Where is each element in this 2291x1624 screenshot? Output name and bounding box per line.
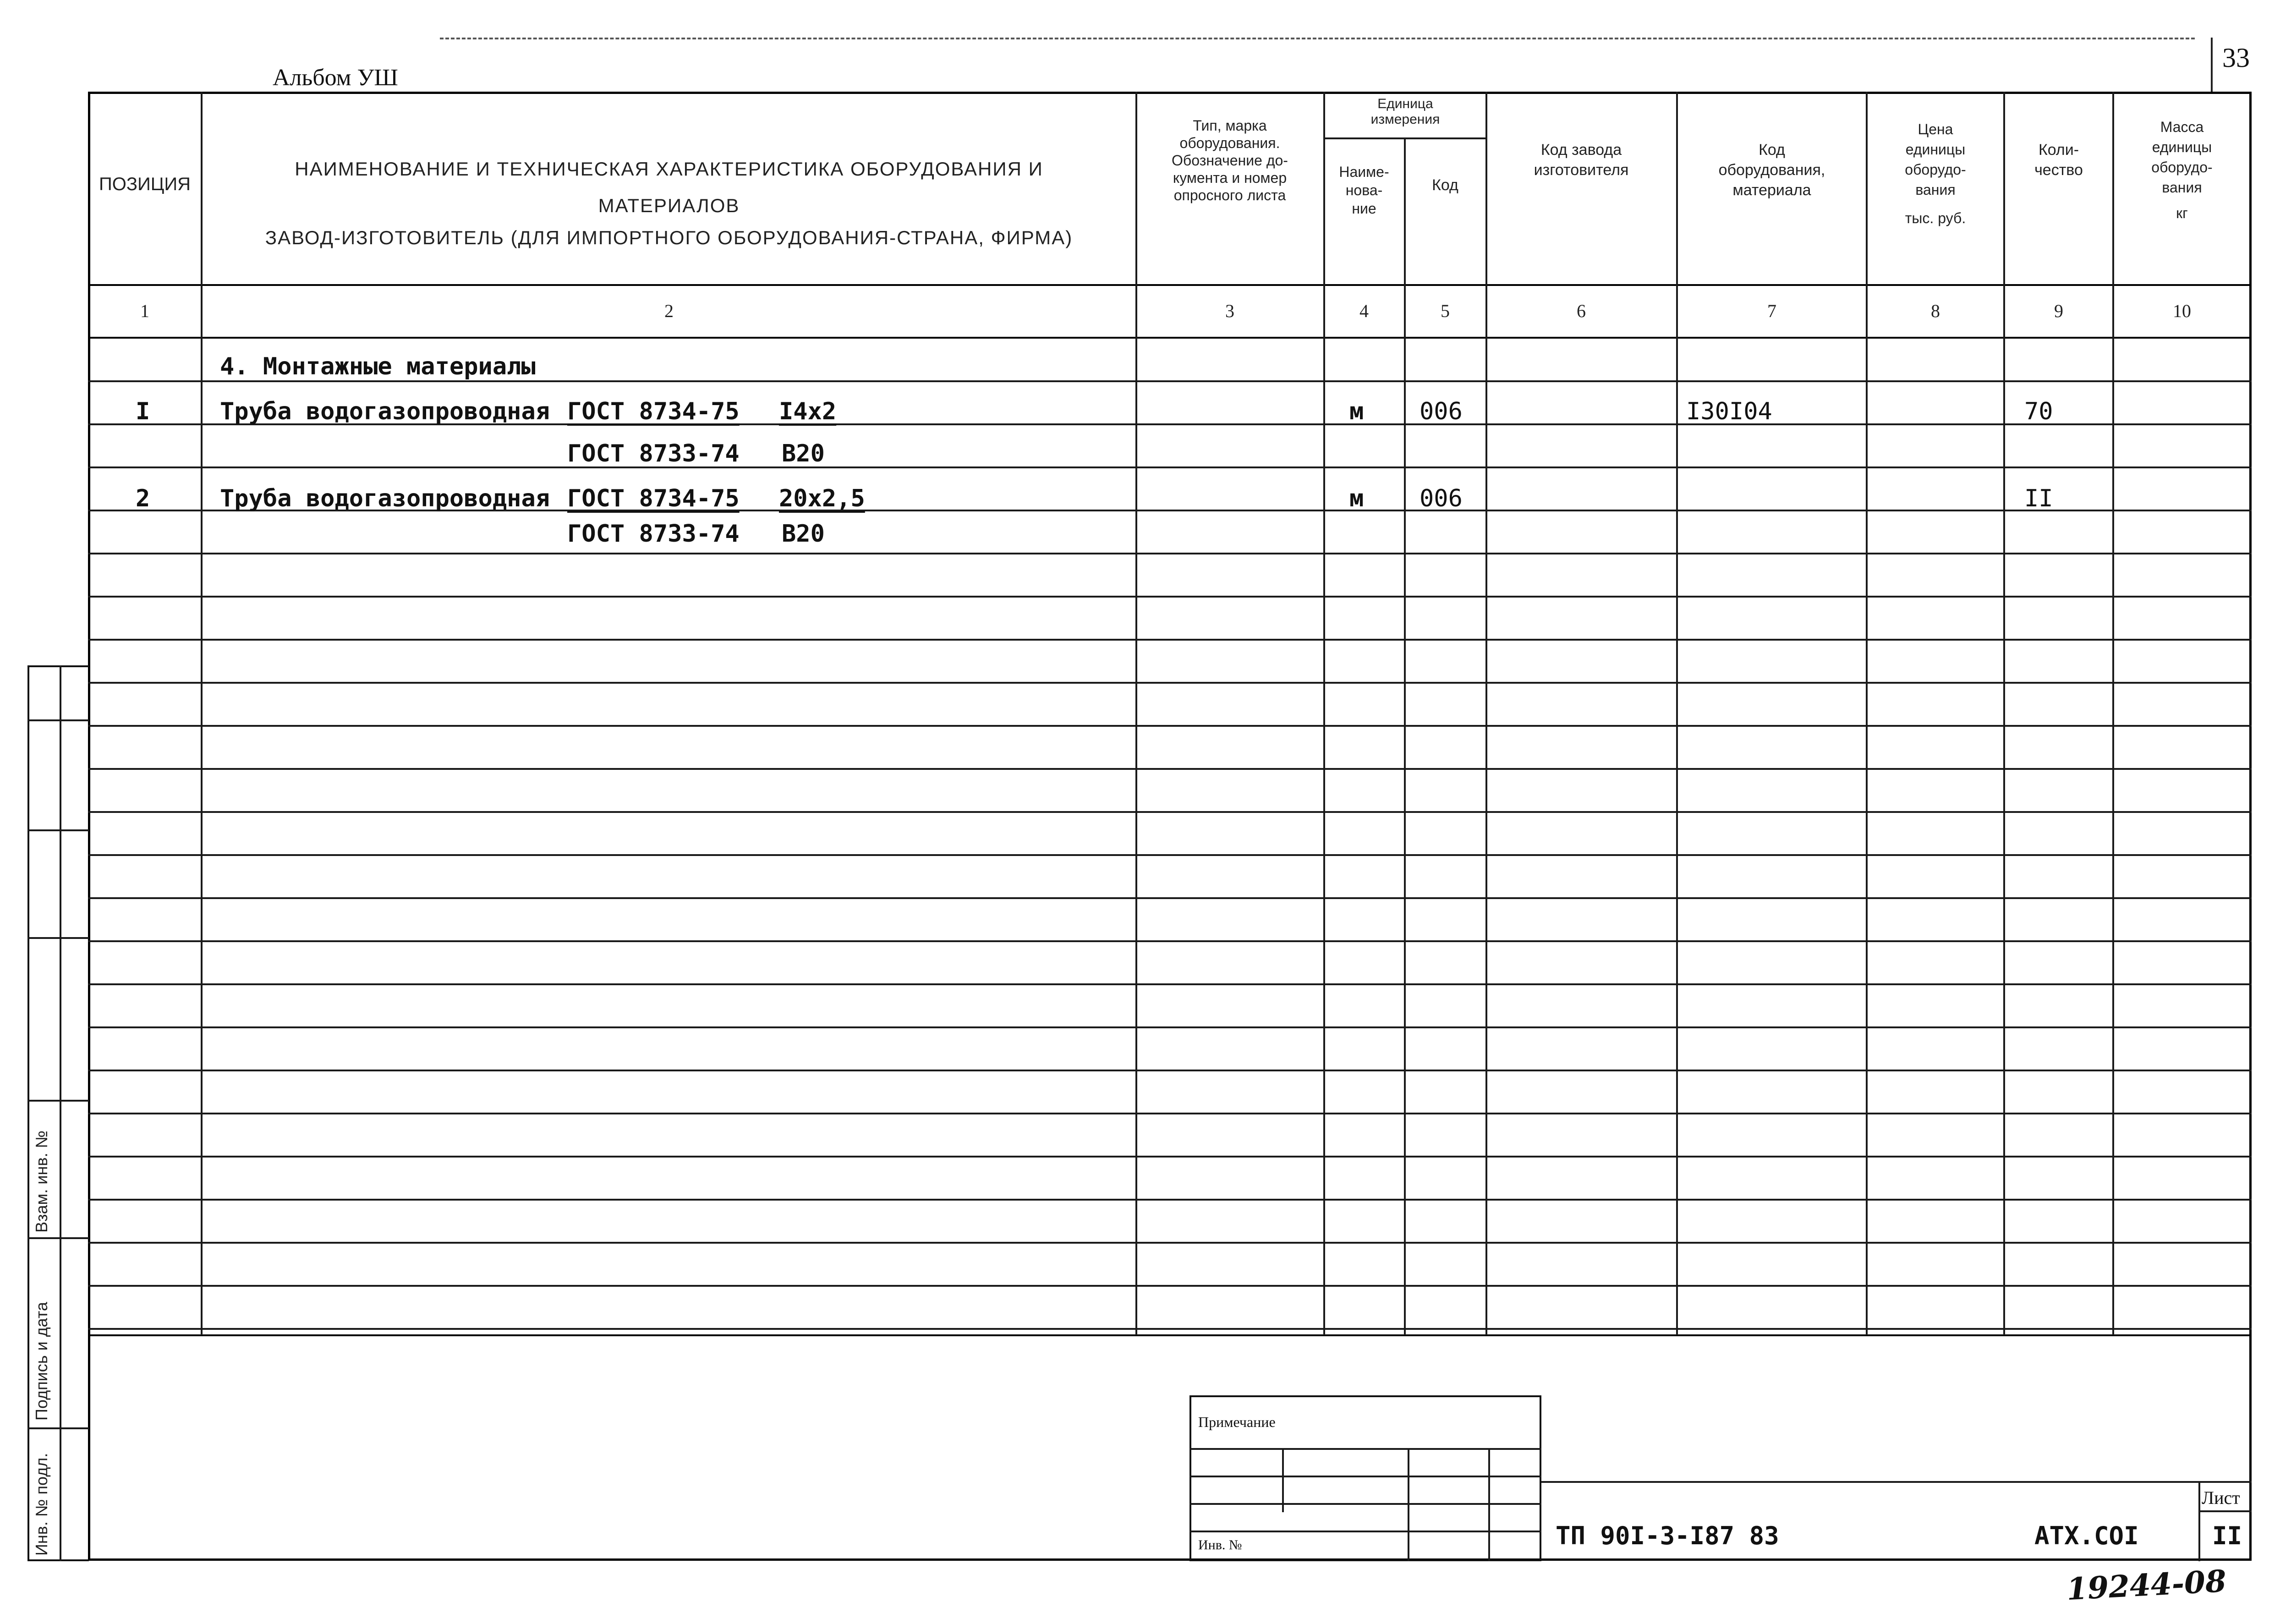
header-col8-l2: единицы	[1905, 141, 1966, 158]
sidebar-inv-podl: Инв. № подл.	[32, 1453, 51, 1556]
header-unit-group	[1325, 96, 1485, 127]
page-number-box	[2211, 38, 2213, 93]
header-col4-l2: нова-	[1345, 182, 1383, 198]
table-row-line	[88, 940, 2252, 942]
header-bottom-line	[88, 284, 2252, 286]
table-row-line	[88, 682, 2252, 684]
number-row-bottom-line	[88, 337, 2252, 339]
album-label: Альбом УШ	[273, 65, 398, 91]
table-row-line	[88, 1070, 2252, 1071]
col-divider-5	[1485, 92, 1487, 1335]
table-row-line	[88, 811, 2252, 813]
header-col9-l1: Коли-	[2038, 141, 2079, 159]
col-number-7: 7	[1767, 301, 1776, 321]
col-number-10: 10	[2173, 301, 2191, 321]
col-number-9: 9	[2054, 301, 2063, 321]
col-divider-9	[2112, 92, 2114, 1335]
header-col10-l1: Масса	[2160, 119, 2204, 135]
sidebar-sign-date: Подпись и дата	[32, 1302, 51, 1421]
header-col4-l1: Наиме-	[1339, 164, 1389, 180]
header-col10-l2: единицы	[2152, 139, 2212, 155]
row2-position: 2	[136, 485, 150, 512]
col-number-2: 2	[664, 301, 674, 321]
header-col8-l4: вания	[1915, 181, 1956, 198]
table-row-line	[88, 553, 2252, 554]
left-stamp-line-2	[27, 829, 89, 831]
col-number-4: 4	[1359, 301, 1369, 321]
left-stamp-line-1	[27, 719, 89, 721]
header-col9-l2: чество	[2034, 161, 2083, 179]
table-row-line	[88, 1285, 2252, 1287]
handwritten-number: 19244-08	[2066, 1563, 2227, 1608]
sheet-code: АТХ.СОI	[2034, 1521, 2139, 1550]
row2-name: Труба водогазопроводная	[220, 485, 550, 512]
header-col10-l4: вания	[2162, 179, 2202, 196]
sheet-box-mid-line	[2198, 1510, 2252, 1512]
document-code: ТП 90I-3-I87 83	[1556, 1521, 1779, 1550]
header-col3-l3: Обозначение до-	[1172, 152, 1288, 169]
header-col10-l3: оборудо-	[2151, 159, 2213, 176]
col-divider-3	[1323, 92, 1325, 1335]
row2-gost2: ГОСТ 8733-74	[567, 520, 740, 548]
col-divider-7	[1866, 92, 1868, 1335]
table-row-line	[88, 983, 2252, 985]
row2-size: 20х2,5	[779, 485, 865, 512]
row2-code: 006	[1420, 485, 1463, 512]
header-unit-l1: Единица	[1377, 96, 1433, 111]
header-col2-line2: МАТЕРИАЛОВ	[598, 195, 740, 216]
sheet-label: Лист	[2202, 1487, 2240, 1508]
row2-gost1: ГОСТ 8734-75	[567, 485, 740, 512]
row1-material-code: I30I04	[1686, 398, 1772, 425]
table-row-line	[88, 1156, 2252, 1158]
row2-quantity: II	[2024, 485, 2053, 512]
table-row-line	[88, 466, 2252, 468]
row2-grade: В20	[782, 520, 825, 548]
row1-quantity: 70	[2024, 398, 2053, 425]
note-vline-1	[1282, 1448, 1284, 1512]
sheet-box-divider	[2198, 1481, 2200, 1561]
header-col9	[2005, 140, 2112, 180]
row1-grade: В20	[782, 440, 825, 467]
header-col1: ПОЗИЦИЯ	[99, 174, 191, 194]
row2-unit: м	[1349, 485, 1364, 512]
sidebar-inv-vzam: Взам. инв. №	[32, 1130, 51, 1233]
header-col8	[1868, 119, 2003, 228]
header-col7	[1678, 140, 1866, 200]
header-col3-l2: оборудования.	[1179, 135, 1280, 151]
note-vline-3	[1488, 1448, 1490, 1561]
col-divider-1	[201, 92, 203, 1335]
header-col6	[1487, 140, 1675, 180]
col-divider-2	[1135, 92, 1137, 1335]
header-col5: Код	[1432, 176, 1458, 194]
table-row-line	[88, 725, 2252, 727]
header-col3-l5: опросного листа	[1173, 187, 1286, 203]
header-col7-l3: материала	[1732, 181, 1811, 199]
table-row-line	[88, 380, 2252, 382]
table-row-line	[88, 1026, 2252, 1028]
row1-position: I	[136, 398, 150, 425]
header-col4	[1325, 163, 1403, 218]
col-number-5: 5	[1441, 301, 1450, 321]
header-col8-l3: оборудо-	[1905, 161, 1966, 178]
header-col3-l1: Тип, марка	[1193, 117, 1267, 134]
header-col10	[2114, 117, 2250, 223]
left-stamp-frame	[27, 665, 89, 1561]
col-divider-8	[2003, 92, 2005, 1335]
col-number-6: 6	[1577, 301, 1586, 321]
table-bottom-line	[88, 1334, 2252, 1336]
unit-group-divider	[1323, 137, 1486, 139]
titleblock-top-line	[1541, 1481, 2252, 1483]
table-row-line	[88, 1242, 2252, 1244]
inv-label: Инв. №	[1198, 1537, 1242, 1553]
table-row-line	[88, 854, 2252, 856]
left-stamp-divider	[60, 665, 61, 1561]
row1-size: I4х2	[779, 398, 837, 425]
table-row-line	[88, 897, 2252, 899]
header-col3	[1137, 117, 1322, 204]
header-col4-l3: ние	[1352, 200, 1376, 217]
header-col7-l2: оборудования,	[1718, 161, 1825, 179]
header-col2-line1: НАИМЕНОВАНИЕ И ТЕХНИЧЕСКАЯ ХАРАКТЕРИСТИКА ОБОРУДОВАНИЯ И	[295, 158, 1043, 180]
col-number-8: 8	[1931, 301, 1940, 321]
row1-code: 006	[1420, 398, 1463, 425]
table-row-line	[88, 1199, 2252, 1201]
note-label: Примечание	[1198, 1414, 1276, 1430]
left-stamp-line-4	[27, 1100, 89, 1102]
col-number-3: 3	[1225, 301, 1234, 321]
header-col6-l1: Код завода	[1540, 141, 1622, 159]
left-stamp-line-6	[27, 1427, 89, 1429]
header-unit-l2: измерения	[1370, 112, 1440, 127]
header-col3-l4: кумента и номер	[1173, 170, 1287, 186]
header-col2-line3: ЗАВОД-ИЗГОТОВИТЕЛЬ (ДЛЯ ИМПОРТНОГО ОБОРУДОВАНИЯ-СТРАНА, ФИРМА)	[265, 227, 1073, 248]
header-col10-l5: кг	[2176, 205, 2188, 221]
col-divider-6	[1676, 92, 1678, 1335]
sheet-value: II	[2212, 1521, 2242, 1550]
header-col7-l1: Код	[1759, 141, 1785, 159]
table-row-line	[88, 1328, 2252, 1330]
note-vline-2	[1408, 1448, 1409, 1561]
row1-name: Труба водогазопроводная	[220, 398, 550, 425]
row1-gost1: ГОСТ 8734-75	[567, 398, 740, 425]
section-title: 4. Монтажные материалы	[220, 353, 536, 380]
header-col8-l5: тыс. руб.	[1905, 210, 1966, 226]
page-number: 33	[2222, 43, 2250, 73]
table-row-line	[88, 639, 2252, 641]
left-stamp-line-5	[27, 1237, 89, 1239]
col-number-1: 1	[140, 301, 149, 321]
table-row-line	[88, 1113, 2252, 1114]
table-row-line	[88, 596, 2252, 598]
header-col6-l2: изготовителя	[1534, 161, 1629, 179]
top-dash-line	[440, 38, 2195, 39]
header-col8-l1: Цена	[1918, 121, 1953, 137]
row1-gost2: ГОСТ 8733-74	[567, 440, 740, 467]
row1-unit: м	[1349, 398, 1364, 425]
table-row-line	[88, 768, 2252, 770]
left-stamp-line-3	[27, 937, 89, 939]
